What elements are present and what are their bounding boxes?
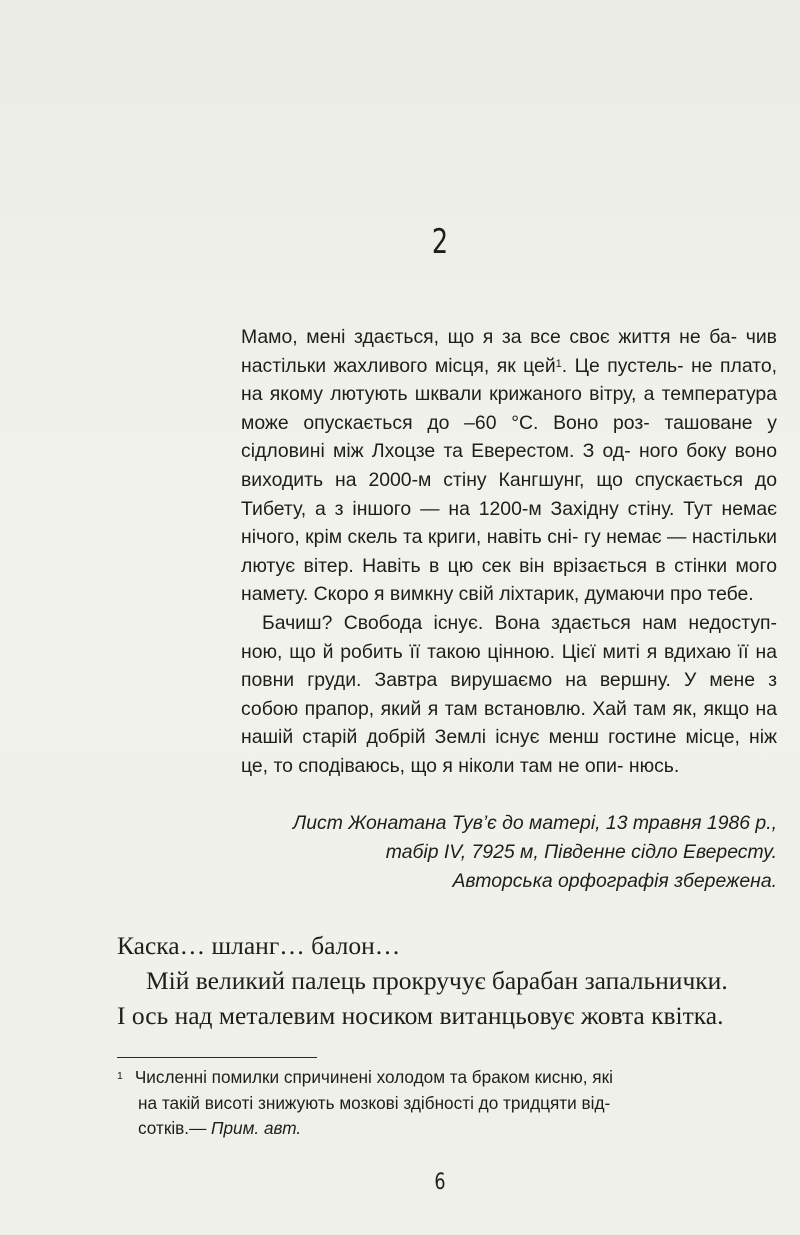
- footnote: [117, 1065, 777, 1142]
- epigraph-line: Бачиш? Свобода існує. Вона здається нам недоступ-: [262, 611, 777, 634]
- page-number-value: 6: [434, 1170, 446, 1195]
- attribution-line: Лист Жонатана Тув’є до матері, 13 травня 1986 р.,: [292, 812, 777, 834]
- epigraph-line: а температура може опускається до –60 °С. Воно роз-: [241, 383, 777, 434]
- epigraph-line: нюсь.: [628, 754, 680, 777]
- epigraph-line: спускається до Тибету, а з іншого — на 1200-м Західну: [241, 468, 777, 520]
- footnote-text: сотків.—: [138, 1118, 212, 1138]
- epigraph-line: Мамо, мені здається, що я за все своє життя не ба-: [241, 326, 738, 348]
- epigraph-line: не плато, на якому лютують шквали крижаного вітру,: [241, 354, 778, 406]
- epigraph-line: . Це пустель-: [561, 354, 684, 377]
- narrative-line: Каска… шланг… балон…: [117, 931, 401, 960]
- epigraph-line: ліхтарик, думаючи про тебе.: [499, 583, 754, 606]
- epigraph-line: на повни груди. Завтра вирушаємо на вершну. У мене: [241, 640, 777, 692]
- footnote-text: Численні помилки спричинені холодом та браком кисню, які: [134, 1067, 613, 1087]
- epigraph-line: стіну. Тут немає нічого, крім скель та криги, навіть сні-: [241, 497, 778, 549]
- narrative-line: І ось над металевим носиком витанцьовує жовта квітка.: [117, 1001, 724, 1030]
- page-number: [91, 1170, 731, 1195]
- footnote-author-note: Прим. авт.: [211, 1118, 302, 1138]
- epigraph-line: врізається в стінки мого намету. Скоро я вимкну свій: [241, 554, 777, 606]
- footnote-line: на такій висоті знижують мозкові здібності до тридцяти від-: [138, 1092, 611, 1113]
- attribution-line: Авторська орфографія збережена.: [452, 870, 777, 892]
- epigraph-paragraph-2: [241, 609, 777, 781]
- narrative-text: [117, 928, 777, 1033]
- epigraph-line: з собою прапор, який я там встановлю. Хай там як,: [241, 669, 777, 720]
- epigraph-line: ною, що й робить її такою цінною. Цієї миті я вдихаю її: [241, 640, 749, 663]
- epigraph-line: чив настільки жахливого місця, як цей: [241, 326, 777, 377]
- epigraph-line: якщо на нашій старій добрій Землі існує менш гостине: [241, 697, 778, 749]
- epigraph-attribution: [241, 809, 777, 896]
- footnote-mark: 1: [117, 1070, 123, 1082]
- epigraph-line: гу немає — настільки лютує вітер. Навіть в цю сек він: [241, 526, 778, 577]
- epigraph-line: місце, ніж це, то сподіваюсь, що я ніколи там не опи-: [241, 726, 778, 777]
- footnote-divider: [117, 1057, 317, 1058]
- epigraph-paragraph-1: [241, 323, 777, 609]
- epigraph-line: ташоване у сідловині між Лхоцзе та Еверестом. З од-: [241, 411, 777, 463]
- footnote-reference[interactable]: 1: [555, 357, 562, 370]
- chapter-number: 2: [431, 222, 449, 262]
- footnote-line: [117, 1116, 777, 1142]
- narrative-line: Мій великий палець прокручує барабан запальнички.: [146, 966, 728, 995]
- epigraph-line: ного боку воно виходить на 2000-м стіну Кангшунг, що: [241, 440, 777, 491]
- footnote-line: [117, 1065, 777, 1091]
- epigraph-letter: [241, 323, 777, 781]
- attribution-line: табір IV, 7925 м, Південне сідло Евересту.: [385, 841, 777, 863]
